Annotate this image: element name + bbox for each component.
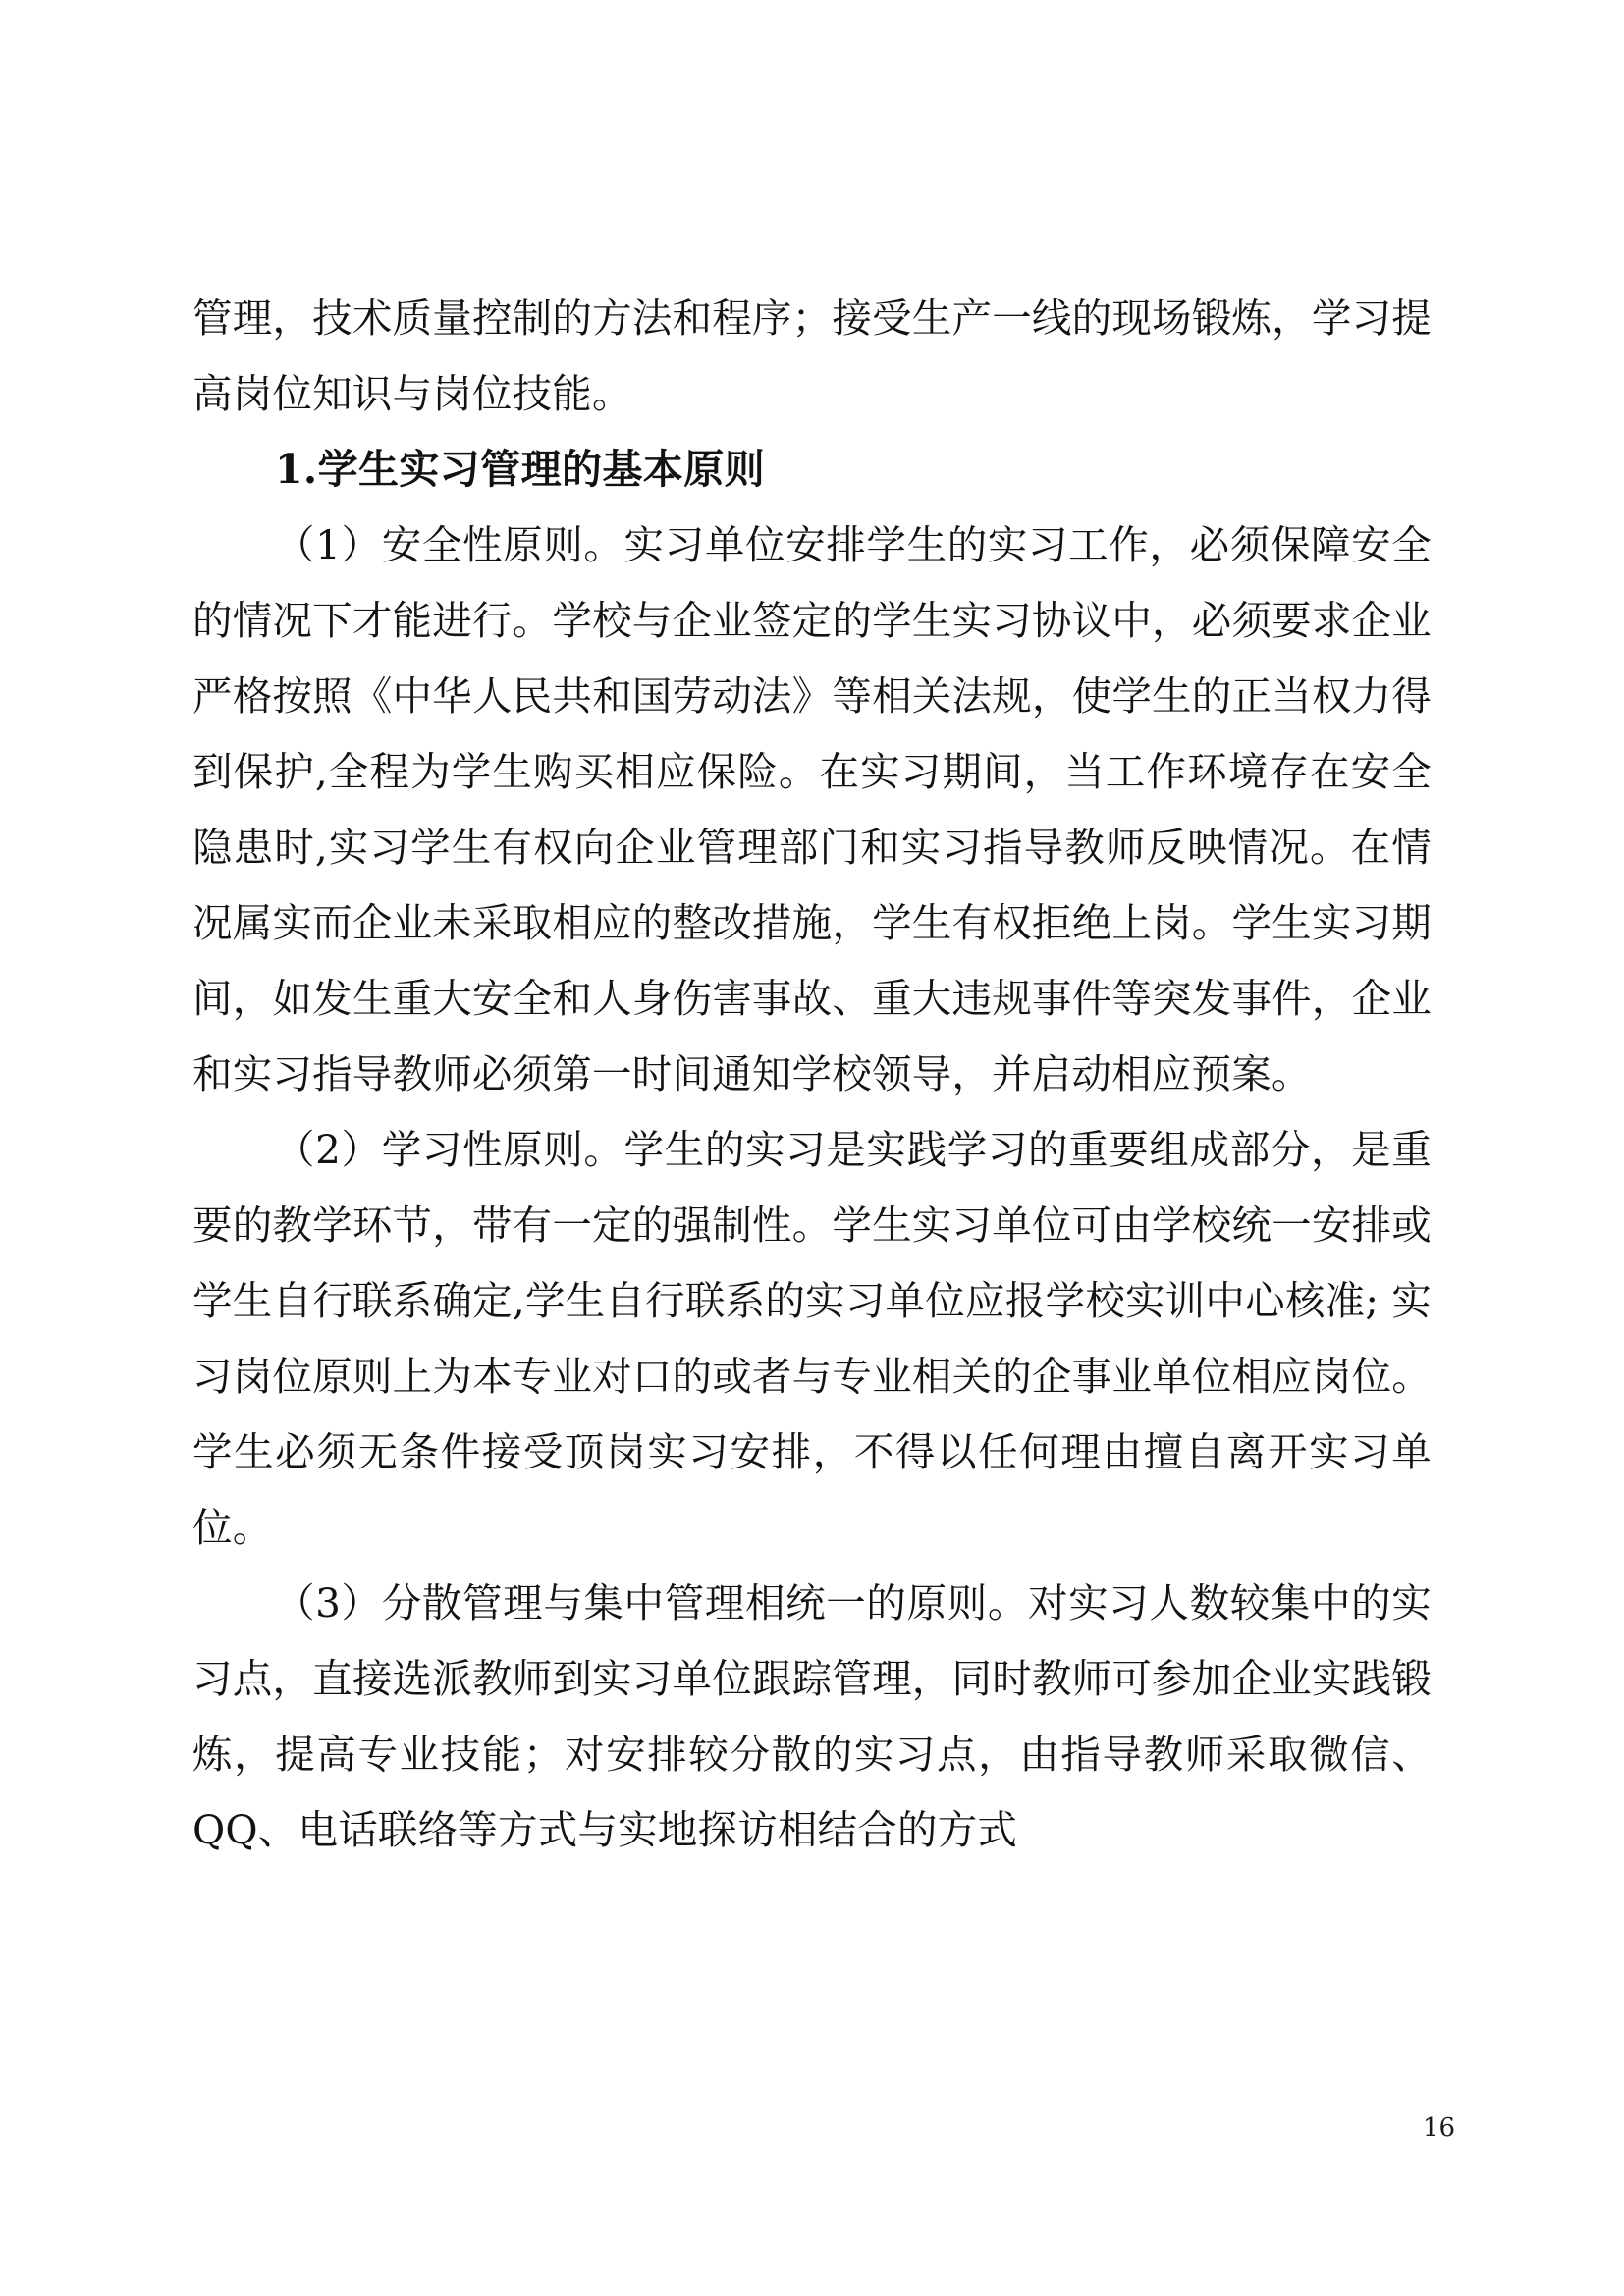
- section-heading: 1.学生实习管理的基本原则: [275, 446, 766, 493]
- paragraph-continuation: 管理，技术质量控制的方法和程序；接受生产一线的现场锻炼，学习提高岗位知识与岗位技能。: [192, 294, 1432, 417]
- paragraph-principle-learning: （2）学习性原则。学生的实习是实践学习的重要组成部分，是重要的教学环节，带有一定的强制性。学生实习单位可由学校统一安排或学生自行联系确定,学生自行联系的实习单位应报学校实训中心核准; 实习岗位原则上为本专业对口的或者与专业相关的企事业单位相应岗位。学生必须无条件接受顶岗实习安排，不得以任何理由擅自离开实习单位。: [192, 1126, 1432, 1551]
- paragraph-principle-management: （3）分散管理与集中管理相统一的原则。对实习人数较集中的实习点，直接选派教师到实习单位跟踪管理，同时教师可参加企业实践锻炼，提高专业技能；对安排较分散的实习点，由指导教师采取微信、QQ、电话联络等方式与实地探访相结合的方式: [192, 1579, 1432, 1853]
- paragraph-principle-safety: （1）安全性原则。实习单位安排学生的实习工作，必须保障安全的情况下才能进行。学校与企业签定的学生实习协议中，必须要求企业严格按照《中华人民共和国劳动法》等相关法规，使学生的正当权力得到保护,全程为学生购买相应保险。在实习期间，当工作环境存在安全隐患时,实习学生有权向企业管理部门和实习指导教师反映情况。在情况属实而企业未采取相应的整改措施，学生有权拒绝上岗。学生实习期间，如发生重大安全和人身伤害事故、重大违规事件等突发事件，企业和实习指导教师必须第一时间通知学校领导，并启动相应预案。: [192, 521, 1432, 1097]
- page-body: [192, 281, 1432, 1868]
- page-number: 16: [1422, 2113, 1455, 2143]
